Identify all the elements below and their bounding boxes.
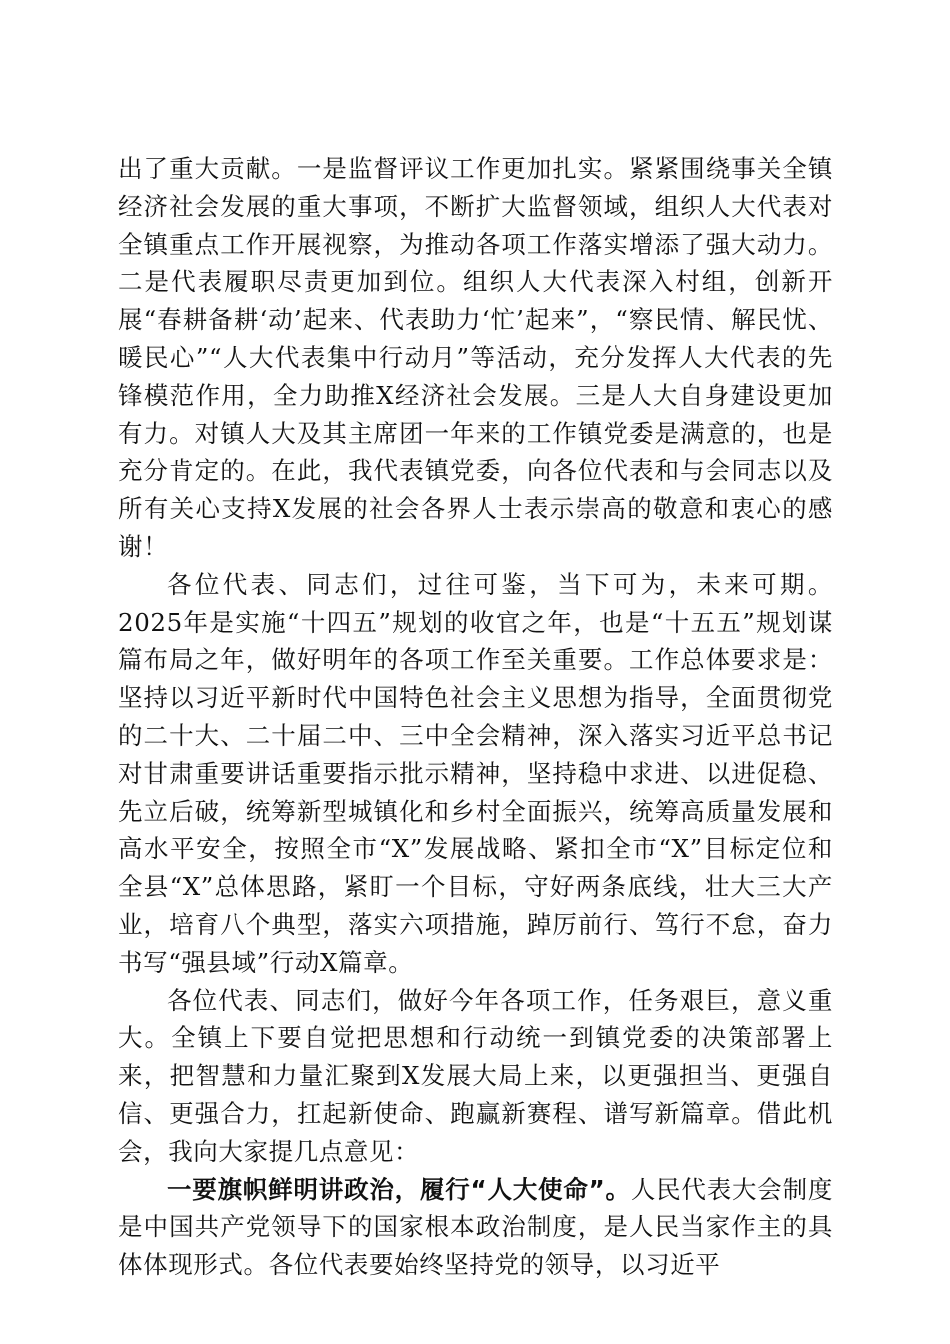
paragraph-4-heading: 一要旗帜鲜明讲政治，履行“人大使命”。 — [167, 1174, 631, 1204]
paragraph-4-text: 人民代表大会制度是中国共产党领导下的国家根本政治制度，是人民当家作主的具体体现形式。各位代表要始终坚持党的领导，以习近平 — [118, 1174, 833, 1280]
paragraph-2 — [118, 566, 833, 982]
paragraph-4 — [118, 1171, 833, 1284]
paragraph-2-text: 各位代表、同志们，过往可鉴，当下可为，未来可期。2025年是实施“十四五”规划的收官之年，也是“十五五”规划谋篇布局之年，做好明年的各项工作至关重要。工作总体要求是：坚持以习近平新时代中国特色社会主义思想为指导，全面贯彻党的二十大、二十届二中、三中全会精神，深入落实习近平总书记对甘肃重要讲话重要指示批示精神，坚持稳中求进、以进促稳、先立后破，统筹新型城镇化和乡村全面振兴，统筹高质量发展和高水平安全，按照全市“X”发展战略、紧扣全市“X”目标定位和全县“X”总体思路，紧盯一个目标，守好两条底线，壮大三大产业，培育八个典型，落实六项措施，踔厉前行、笃行不怠，奋力书写“强县域”行动X篇章。 — [118, 569, 833, 977]
paragraph-3-text: 各位代表、同志们，做好今年各项工作，任务艰巨，意义重大。全镇上下要自觉把思想和行动统一到镇党委的决策部署上来，把智慧和力量汇聚到X发展大局上来，以更强担当、更强自信、更强合力，扛起新使命、跑赢新赛程、谱写新篇章。借此机会，我向大家提几点意见： — [118, 985, 833, 1166]
document-body — [118, 150, 833, 1284]
paragraph-3 — [118, 982, 833, 1171]
paragraph-1 — [118, 150, 833, 566]
paragraph-1-text: 出了重大贡献。一是监督评议工作更加扎实。紧紧围绕事关全镇经济社会发展的重大事项，不断扩大监督领域，组织人大代表对全镇重点工作开展视察，为推动各项工作落实增添了强大动力。二是代表履职尽责更加到位。组织人大代表深入村组，创新开展“春耕备耕‘动’起来、代表助力‘忙’起来”，“察民情、解民忧、暖民心”“人大代表集中行动月”等活动，充分发挥人大代表的先锋模范作用，全力助推X经济社会发展。三是人大自身建设更加有力。对镇人大及其主席团一年来的工作镇党委是满意的，也是充分肯定的。在此，我代表镇党委，向各位代表和与会同志以及所有关心支持X发展的社会各界人士表示崇高的敬意和衷心的感谢！ — [118, 154, 833, 561]
